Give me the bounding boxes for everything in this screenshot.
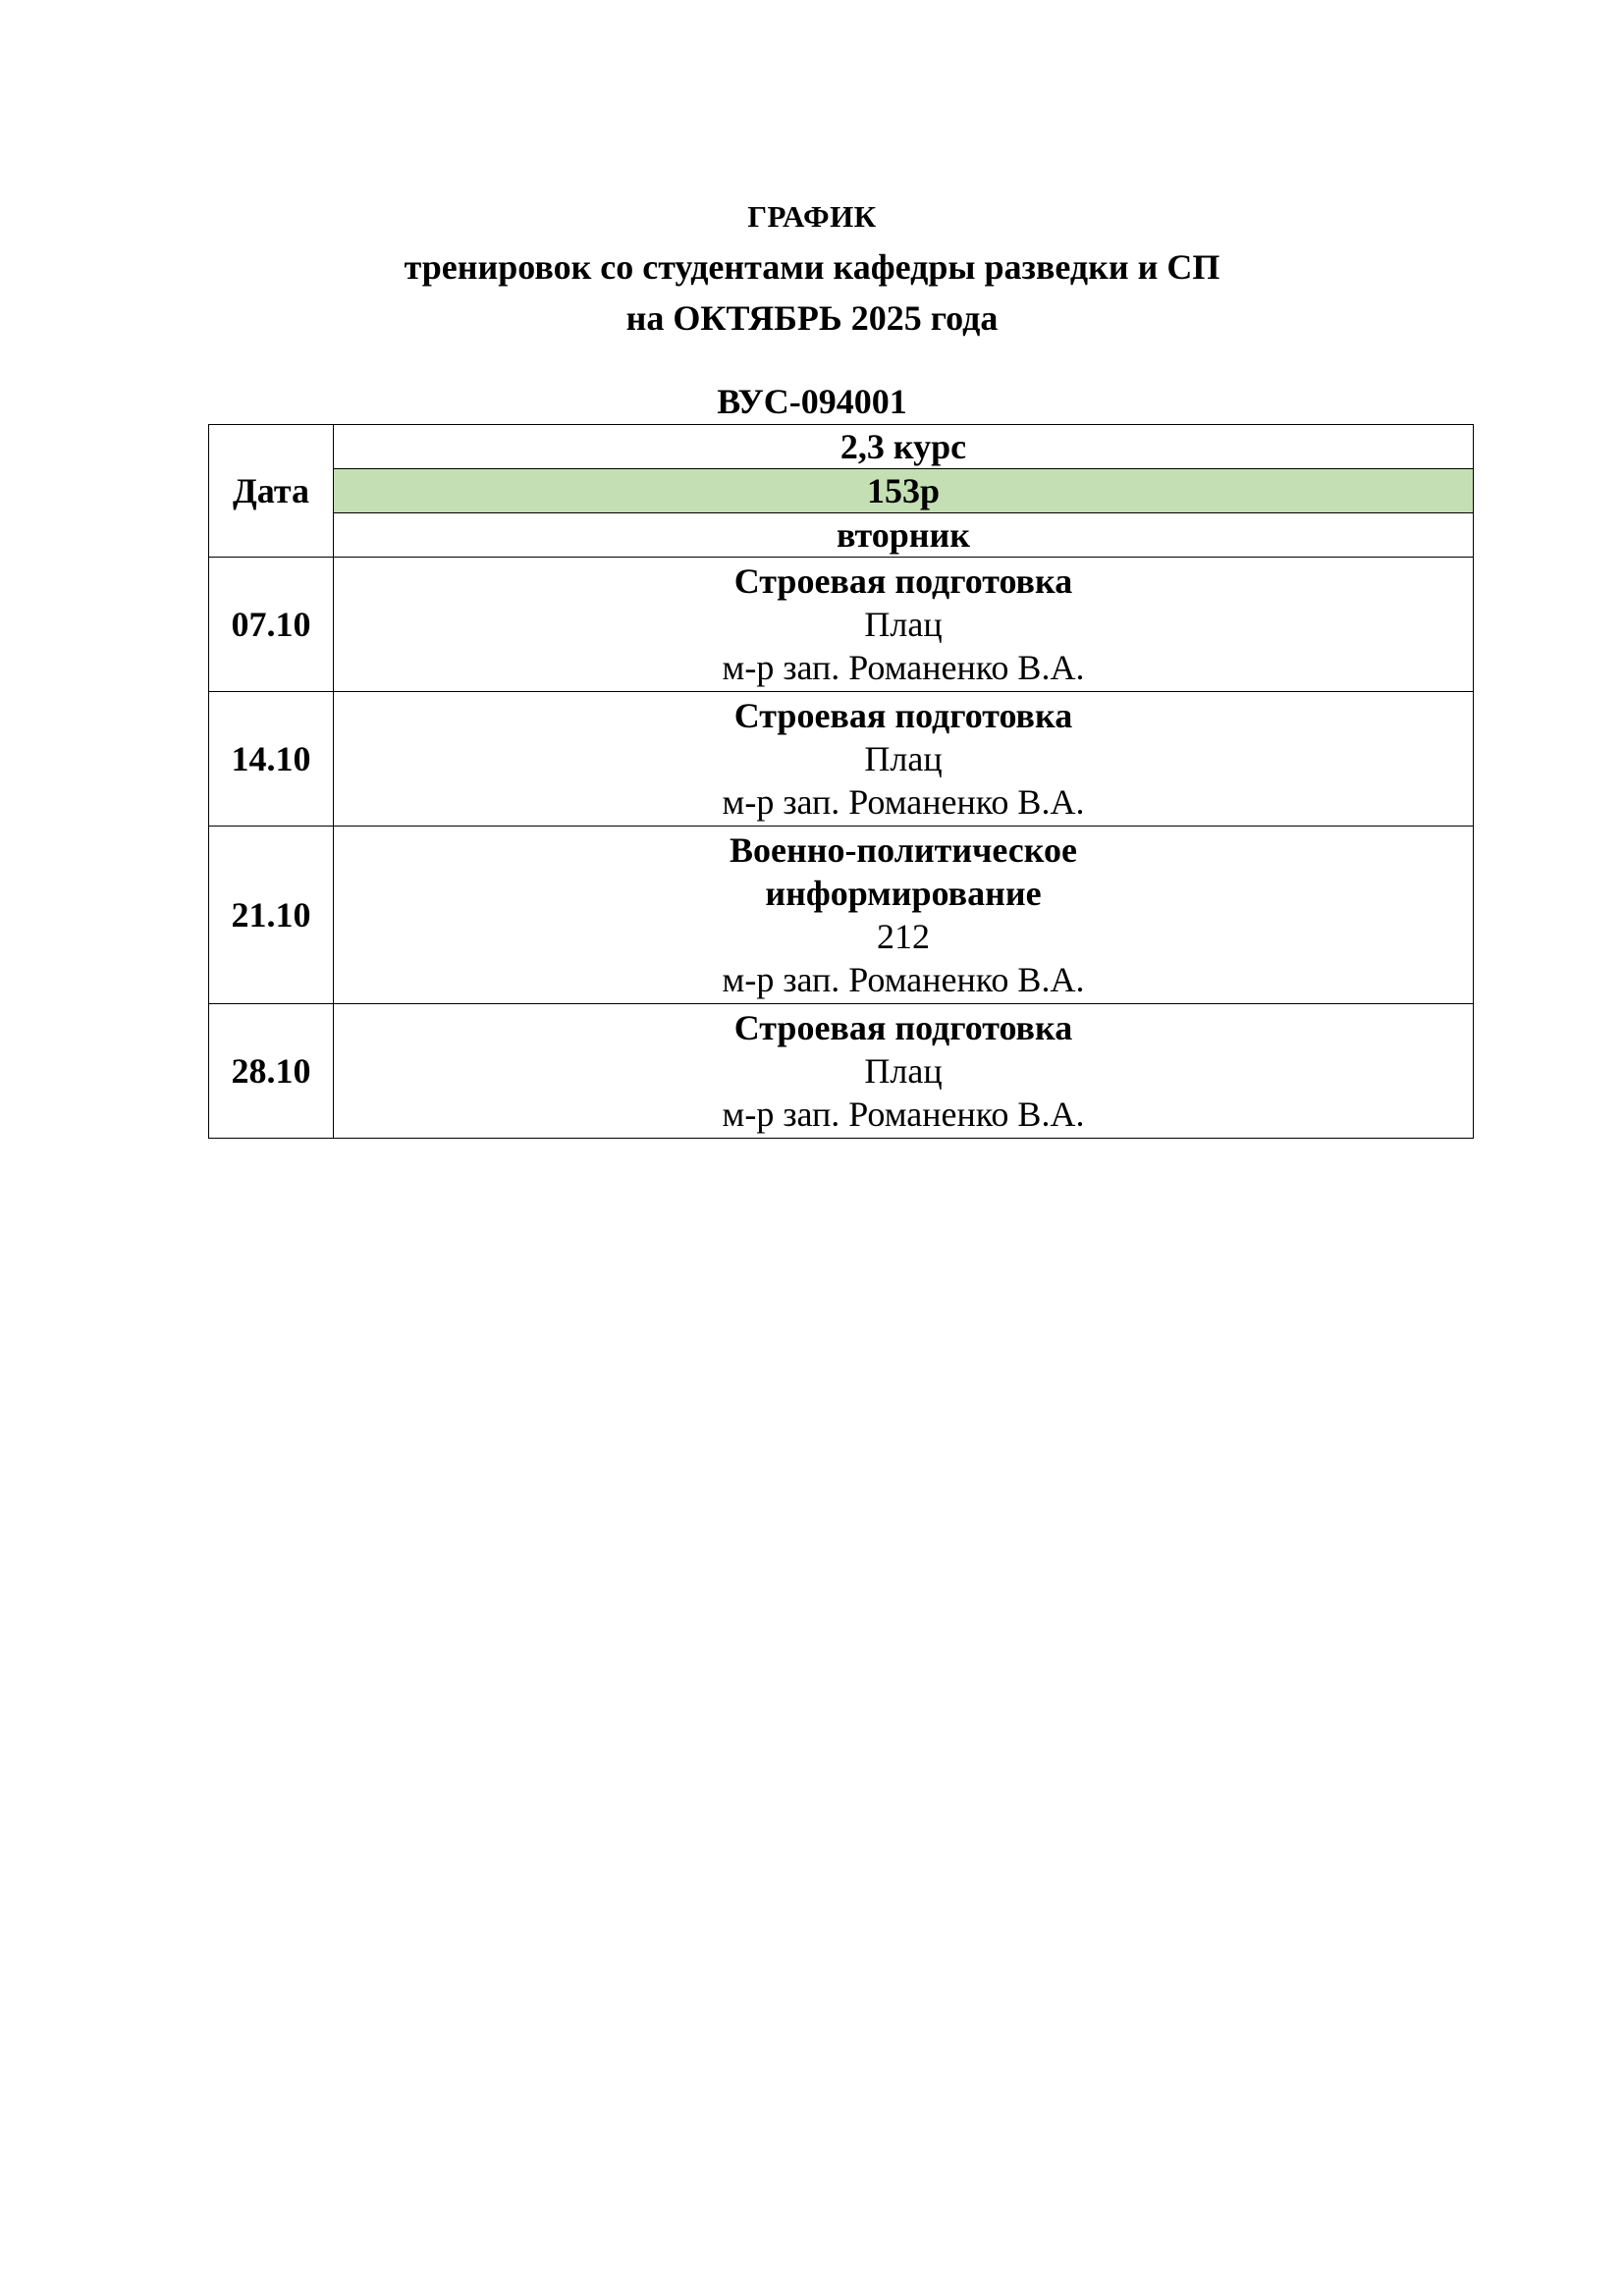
table-row — [209, 558, 1474, 692]
row-date: 07.10 — [209, 558, 334, 692]
row-subject-continued: информирование — [765, 874, 1042, 913]
header-row-course — [209, 425, 1474, 469]
document-title: ГРАФИК — [747, 199, 877, 234]
row-details — [334, 558, 1474, 692]
schedule-table — [208, 424, 1474, 1139]
row-subject: Строевая подготовка — [733, 696, 1073, 735]
header-row-weekday — [209, 513, 1474, 558]
row-date: 21.10 — [209, 827, 334, 1004]
row-place: 212 — [877, 917, 930, 956]
weekday-header: вторник — [334, 513, 1474, 558]
row-subject: Строевая подготовка — [733, 561, 1073, 601]
row-date: 14.10 — [209, 692, 334, 827]
table-row — [209, 827, 1474, 1004]
row-subject: Военно-политическое — [729, 830, 1078, 870]
row-details — [334, 827, 1474, 1004]
header-row-group — [209, 469, 1474, 513]
row-details — [334, 692, 1474, 827]
course-header: 2,3 курс — [334, 425, 1474, 469]
row-date: 28.10 — [209, 1004, 334, 1139]
document-header — [0, 192, 1624, 344]
group-header: 153р — [334, 469, 1474, 513]
table-row — [209, 1004, 1474, 1139]
document-subtitle-line2: на ОКТЯБРЬ 2025 года — [625, 298, 999, 338]
row-place: Плац — [864, 605, 943, 644]
row-details — [334, 1004, 1474, 1139]
row-instructor: м-р зап. Романенко В.А. — [722, 960, 1085, 999]
document-subtitle-line1: тренировок со студентами кафедры разведки и СП — [404, 247, 1220, 287]
date-column-header: Дата — [209, 425, 334, 558]
row-subject: Строевая подготовка — [733, 1008, 1073, 1047]
row-instructor: м-р зап. Романенко В.А. — [722, 782, 1085, 822]
vus-code: ВУС-094001 — [717, 382, 907, 421]
table-row — [209, 692, 1474, 827]
row-instructor: м-р зап. Романенко В.А. — [722, 648, 1085, 687]
row-instructor: м-р зап. Романенко В.А. — [722, 1095, 1085, 1134]
row-place: Плац — [864, 1051, 943, 1091]
row-place: Плац — [864, 739, 943, 778]
